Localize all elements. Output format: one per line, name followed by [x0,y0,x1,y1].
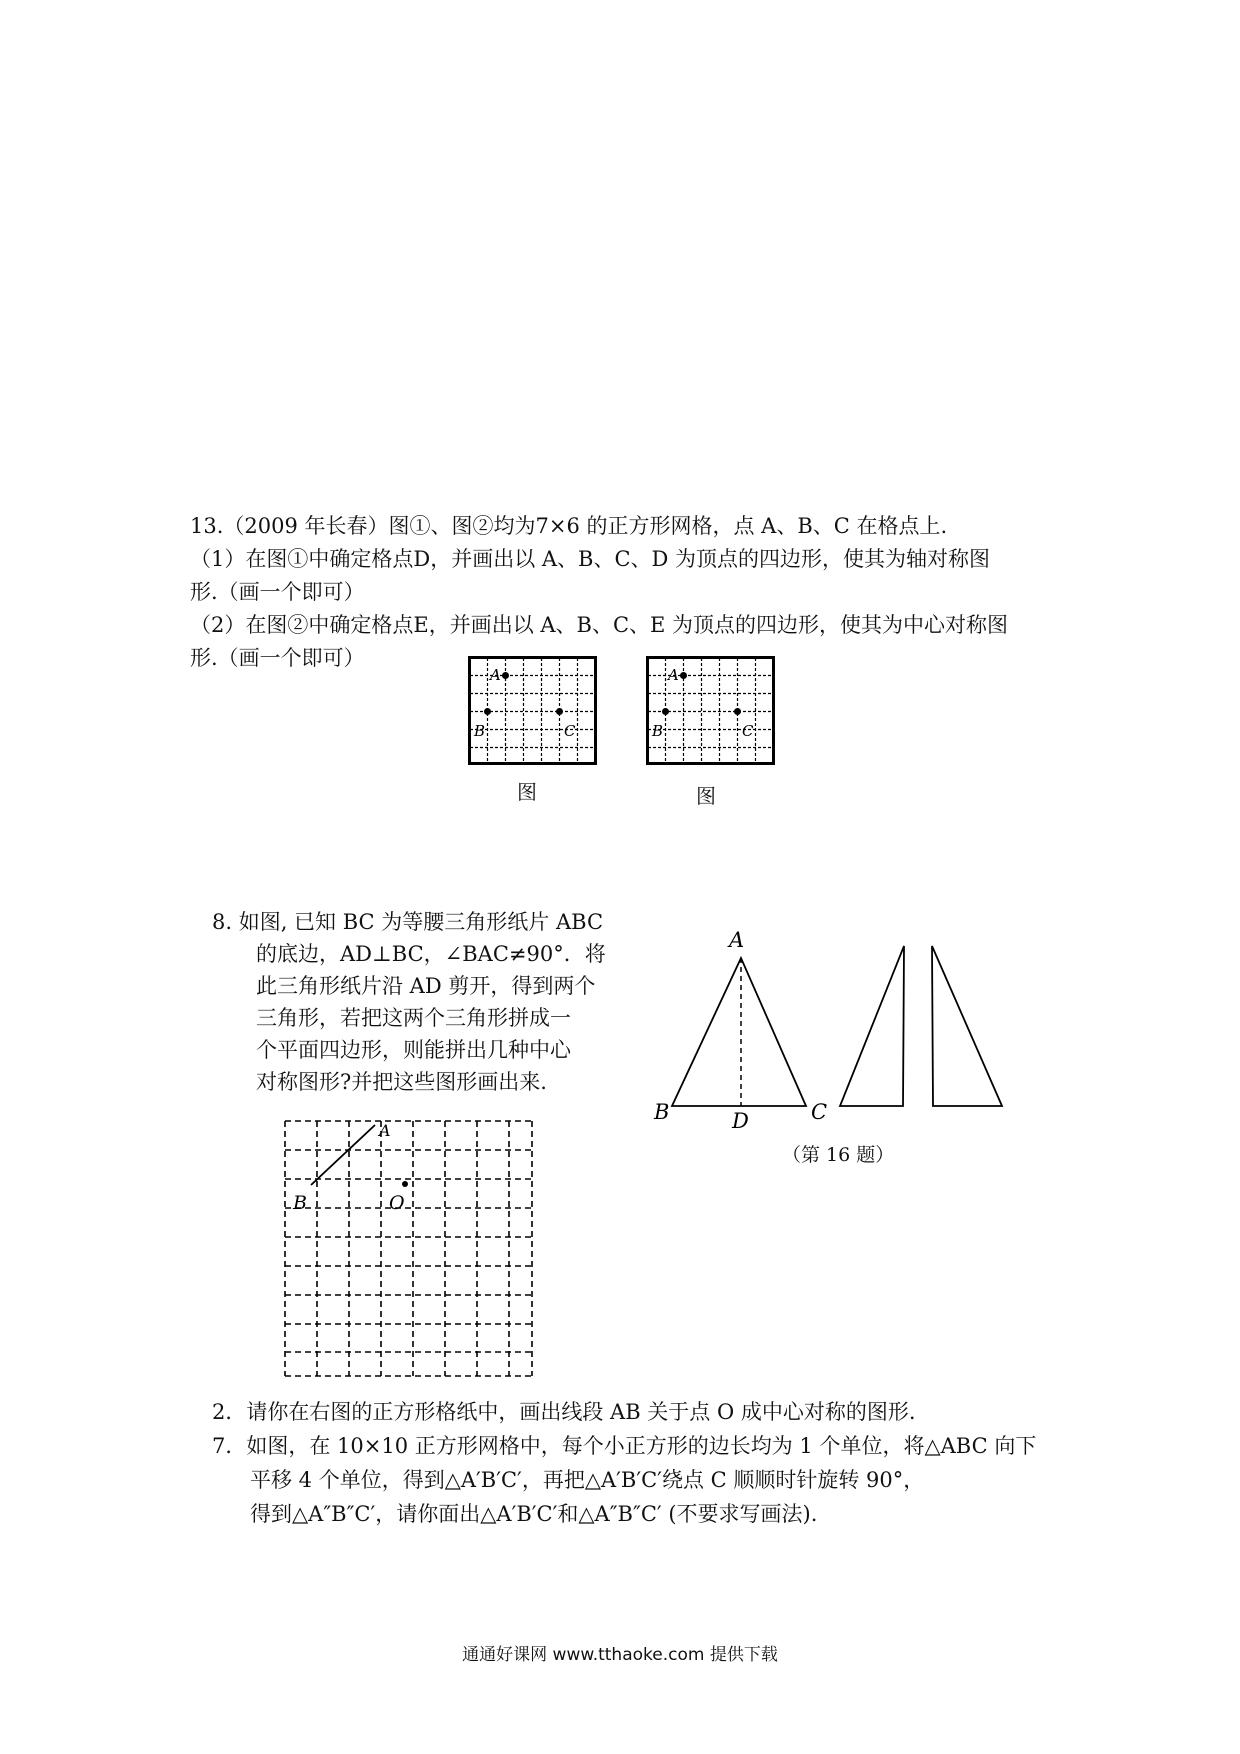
label-o: O [389,1192,405,1214]
q8-figure-caption: （第 16 题） [782,1144,895,1166]
grid-figure-1 [468,656,598,766]
dashed-grid-figure [280,1116,540,1392]
point-c [734,708,741,715]
q8-line-3: 此三角形纸片沿 AD 剪开，得到两个 [256,974,596,998]
q8-line-4: 三角形，若把这两个三角形拼成一 [256,1006,571,1030]
label-a: A [668,666,679,684]
point-b [484,708,491,715]
point-b [662,708,669,715]
figure-1-caption: 图 [517,780,537,804]
q13-line-5: 形.（画一个即可） [190,646,365,670]
label-c: C [742,722,754,740]
triangle-figure [650,912,1020,1142]
q13-line-1: 13.（2009 年长春）图①、图②均为7×6 的正方形网格，点 A、B、C 在格点上. [190,514,948,538]
q13-line-4: （2）在图②中确定格点E，并画出以 A、B、C、E 为顶点的四边形，使其为中心对称图 [190,613,1009,637]
q8-line-5: 个平面四边形，则能拼出几种中心 [256,1038,571,1062]
grid-figure-2 [646,656,776,766]
label-b: B [474,722,486,740]
label-a: A [729,928,745,952]
label-c: C [564,722,576,740]
figure-2-caption: 图 [696,784,716,808]
q2-text: 2．请你在右图的正方形格纸中，画出线段 AB 关于点 O 成中心对称的图形. [212,1400,916,1424]
label-c: C [811,1100,828,1124]
left-half-triangle [840,946,904,1106]
label-b: B [652,722,664,740]
right-half-triangle [932,946,1002,1106]
q8-line-1: 8. 如图, 已知 BC 为等腰三角形纸片 ABC [212,910,604,934]
page-footer: 通通好课网 www.tthaoke.com 提供下载 [462,1645,778,1665]
q13-line-3: 形.（画一个即可） [190,580,365,604]
triangle-abc [672,958,806,1106]
label-b: B [654,1100,670,1124]
label-d: D [732,1109,749,1133]
label-a: A [379,1121,391,1140]
segment-ab [311,1125,375,1185]
q7-line-1: 7．如图，在 10×10 正方形网格中，每个小正方形的边长均为 1 个单位，将△ABC 向下 [212,1434,1037,1458]
label-b: B [293,1192,307,1214]
q8-line-6: 对称图形?并把这些图形画出来. [256,1070,547,1094]
q7-line-2: 平移 4 个单位，得到△A′B′C′，再把△A′B′C′绕点 C 顺顺时针旋转 90°， [250,1468,925,1492]
point-a [502,672,509,679]
q13-line-2: （1）在图①中确定格点D，并画出以 A、B、C、D 为顶点的四边形，使其为轴对称图 [190,547,991,571]
q8-line-2: 的底边，AD⊥BC，∠BAC≠90°．将 [256,942,606,966]
point-o [402,1181,408,1187]
point-c [556,708,563,715]
label-a: A [490,666,501,684]
point-a [680,672,687,679]
q7-line-3: 得到△A″B″C′，请你面出△A′B′C′和△A″B″C′ (不要求写画法). [250,1502,818,1526]
